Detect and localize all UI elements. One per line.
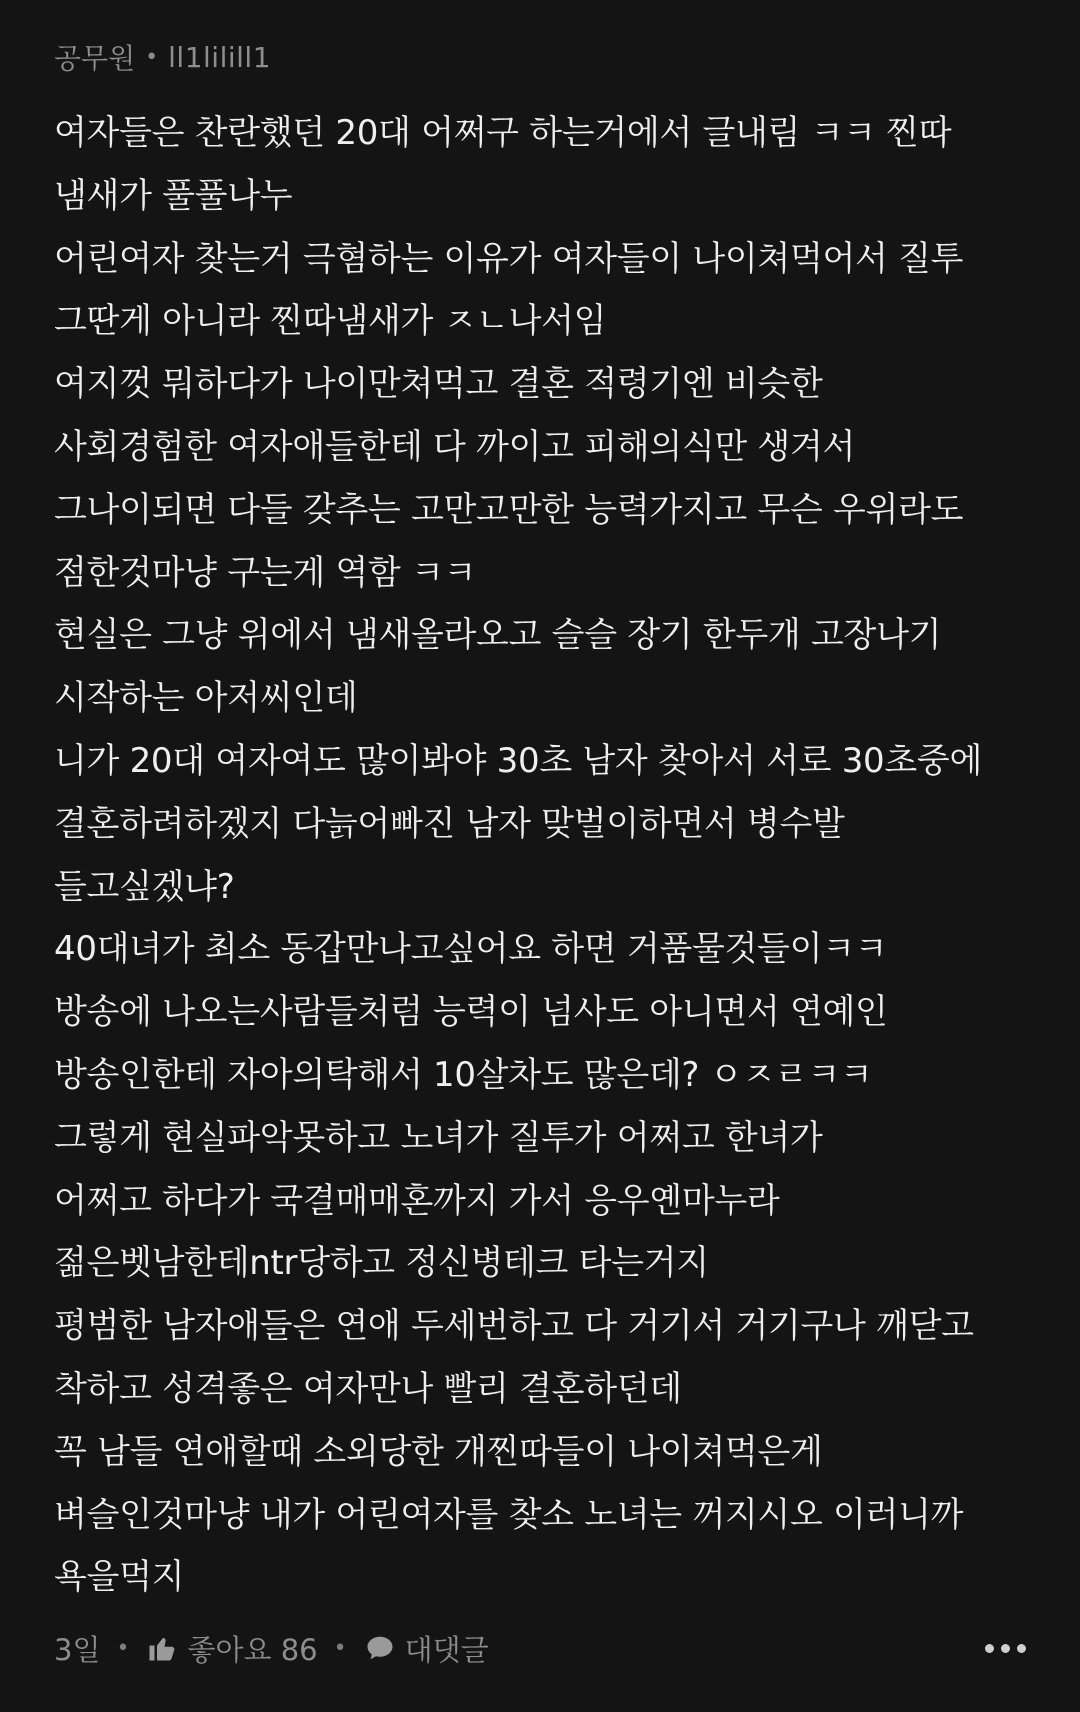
comment-line: 어쩌고 하다가 국결매매혼까지 가서 응우옌마누라 xyxy=(54,1180,780,1221)
comment-line: 냄새가 풀풀나누 xyxy=(54,175,293,216)
comment-line: 벼슬인것마냥 내가 어린여자를 찾소 노녀는 꺼지시오 이러니까 xyxy=(54,1494,964,1535)
comment-body xyxy=(54,102,1026,1609)
thumbs-up-icon xyxy=(145,1631,179,1665)
more-dot xyxy=(1017,1644,1026,1653)
comment-line: 그렇게 현실파악못하고 노녀가 질투가 어쩌고 한녀가 xyxy=(54,1117,823,1158)
comment-line: 방송인한테 자아의탁해서 10살차도 많은데? ㅇㅈㄹㅋㅋ xyxy=(54,1054,873,1095)
reply-button[interactable] xyxy=(363,1628,489,1669)
comment-line: 사회경험한 여자애들한테 다 까이고 피해의식만 생겨서 xyxy=(54,426,856,467)
comment-line: 평범한 남자애들은 연애 두세번하고 다 거기서 거기구나 깨닫고 xyxy=(54,1306,974,1347)
comment-line: 니가 20대 여자여도 많이봐야 30초 남자 찾아서 서로 30초중에 xyxy=(54,740,983,781)
more-dots-icon[interactable] xyxy=(985,1644,1026,1653)
comment-line: 욕을먹지 xyxy=(54,1557,185,1598)
comment-line: 방송에 나오는사람들처럼 능력이 넘사도 아니면서 연예인 xyxy=(54,992,888,1033)
footer-separator: • xyxy=(116,1635,130,1661)
comment-line: 점한것마냥 구는게 역함 ㅋㅋ xyxy=(54,552,477,593)
footer-separator: • xyxy=(333,1635,347,1661)
speech-bubble-icon xyxy=(363,1631,397,1665)
comment-line: 시작하는 아저씨인데 xyxy=(54,678,358,719)
comment-line: 착하고 성격좋은 여자만나 빨리 결혼하던데 xyxy=(54,1368,682,1409)
comment-line: 여자들은 찬란했던 20대 어쩌구 하는거에서 글내림 ㅋㅋ 찐따 xyxy=(54,113,952,153)
comment-line: 결혼하려하겠지 다늙어빠진 남자 맞벌이하면서 병수발 xyxy=(54,803,845,844)
comment-line: 여지껏 뭐하다가 나이만쳐먹고 결혼 적령기엔 비슷한 xyxy=(54,364,823,405)
meta-separator: • xyxy=(145,44,159,70)
comment-footer xyxy=(54,1620,1026,1676)
comment-line: 그딴게 아니라 찐따냄새가 ㅈㄴ나서임 xyxy=(54,301,607,342)
comment-line: 40대녀가 최소 동갑만나고싶어요 하면 거품물것들이ㅋㅋ xyxy=(54,929,888,970)
comment-line: 꼭 남들 연애할때 소외당한 개찐따들이 나이쳐먹은게 xyxy=(54,1431,823,1472)
more-dot xyxy=(1001,1644,1010,1653)
comment-line: 그나이되면 다들 갖추는 고만고만한 능력가지고 무슨 우위라도 xyxy=(54,489,964,530)
comment-time: 3일 xyxy=(54,1632,101,1667)
comment-line: 젊은벳남한테ntr당하고 정신병테크 타는거지 xyxy=(54,1243,709,1284)
like-button[interactable] xyxy=(145,1628,317,1669)
author-name[interactable]: 공무원 xyxy=(54,42,136,75)
comment-line: 들고싶겠냐? xyxy=(54,866,235,907)
comment-line: 어린여자 찾는거 극혐하는 이유가 여자들이 나이쳐먹어서 질투 xyxy=(54,238,964,279)
comment-line: 현실은 그냥 위에서 냄새올라오고 슬슬 장기 한두개 고장나기 xyxy=(54,615,942,656)
reply-label: 대댓글 xyxy=(404,1632,489,1667)
author-username[interactable]: ll1lilill1 xyxy=(168,40,272,74)
more-dot xyxy=(985,1644,994,1653)
like-label: 좋아요 86 xyxy=(187,1632,318,1667)
comment-meta xyxy=(54,34,1026,80)
